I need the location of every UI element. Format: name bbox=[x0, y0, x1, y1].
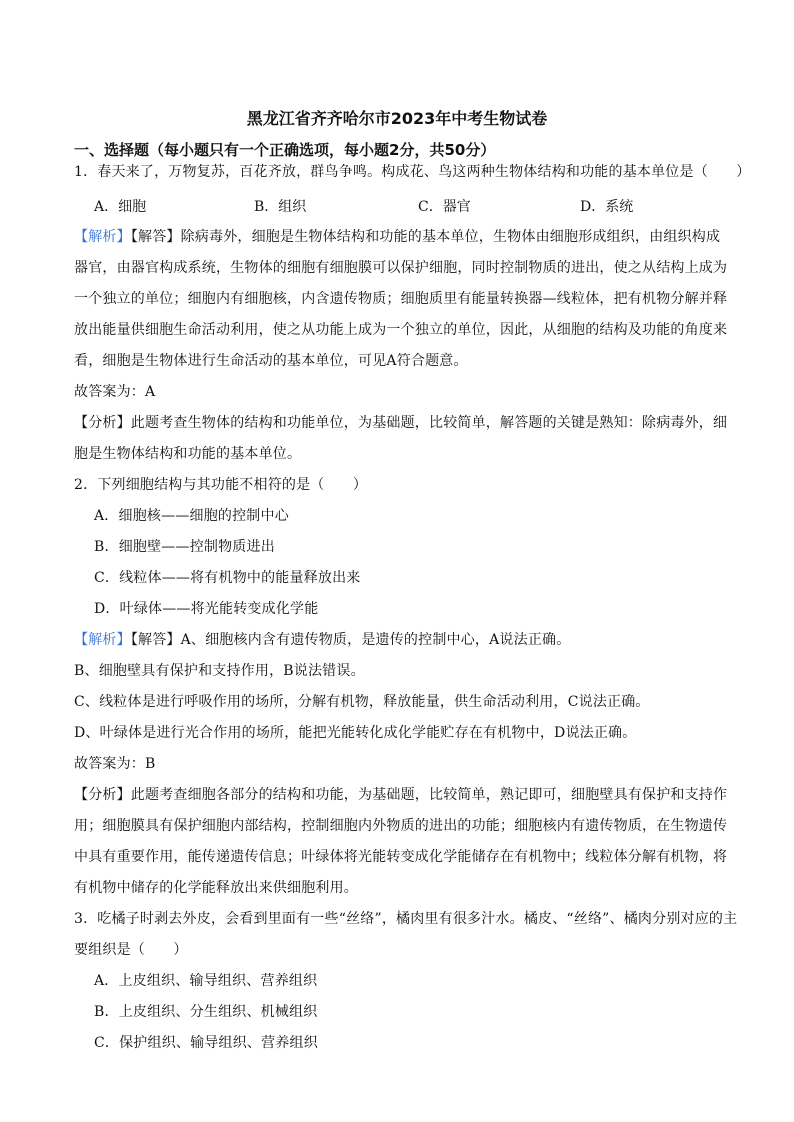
answer-line: 故答案为：B bbox=[74, 756, 156, 772]
section-heading: 一、选择题（每小题只有一个正确选项，每小题2分，共50分） bbox=[74, 141, 496, 159]
option-d: D．系统 bbox=[580, 199, 634, 215]
analysis-tag: 【解析】 bbox=[74, 229, 131, 245]
analysis-text: 【解答】A、细胞核内含有遗传物质，是遗传的控制中心，A说法正确。 bbox=[130, 632, 571, 648]
option-b: B．上皮组织、分生组织、机械组织 bbox=[94, 1004, 318, 1020]
page-title: 黑龙江省齐齐哈尔市2023年中考生物试卷 bbox=[246, 109, 548, 128]
question-stem-text: 1．春天来了，万物复苏，百花齐放，群鸟争鸣。构成花、鸟这两种生物体结构和功能的基本单位是（ ） bbox=[74, 164, 751, 180]
question-1-options bbox=[94, 192, 754, 222]
analysis-line: 放出能量供细胞生命活动利用，使之从功能上成为一个独立的单位，因此，从细胞的结构及功能的角度来 bbox=[74, 322, 728, 338]
question-1-analysis bbox=[74, 222, 756, 1059]
analysis-text: 【解答】除病毒外，细胞是生物体结构和功能的基本单位，生物体由细胞形成组织，由组织构成 bbox=[130, 229, 721, 245]
analysis-line bbox=[74, 222, 756, 253]
analysis-line: 器官，由器官构成系统，生物体的细胞有细胞膜可以保护细胞，同时控制物质的进出，使之从结构上成为 bbox=[74, 260, 728, 276]
answer-line: 故答案为：A bbox=[74, 384, 156, 400]
option-c: C．保护组织、输导组织、营养组织 bbox=[94, 1035, 318, 1051]
option-a: A．细胞核——细胞的控制中心 bbox=[94, 508, 289, 524]
option-b: B．细胞壁——控制物质进出 bbox=[94, 539, 275, 555]
question-1-stem bbox=[74, 157, 756, 188]
option-c: C．线粒体——将有机物中的能量释放出来 bbox=[94, 570, 361, 586]
comment-line: 【分析】此题考查生物体的结构和功能单位，为基础题，比较简单，解答题的关键是熟知：除病毒外，细 bbox=[74, 415, 728, 431]
analysis-line: B、细胞壁具有保护和支持作用，B说法错误。 bbox=[74, 663, 365, 679]
comment-line: 有机物中储存的化学能释放出来供细胞利用。 bbox=[74, 880, 358, 896]
question-3-stem: 3．吃橘子时剥去外皮，会看到里面有一些“丝络”，橘肉里有很多汁水。橘皮、“丝络”、橘肉分别对应的主 bbox=[74, 911, 738, 927]
analysis-line: D、叶绿体是进行光合作用的场所，能把光能转化成化学能贮存在有机物中，D说法正确。 bbox=[74, 725, 637, 741]
question-2-stem: 2．下列细胞结构与其功能不相符的是（ ） bbox=[74, 477, 368, 493]
analysis-line: 一个独立的单位；细胞内有细胞核，内含遗传物质；细胞质里有能量转换器—线粒体，把有机物分解并释 bbox=[74, 291, 728, 307]
comment-line: 用；细胞膜具有保护细胞内部结构，控制细胞内外物质的进出的功能；细胞核内有遗传物质，在生物遗传 bbox=[74, 818, 728, 834]
analysis-line: C、线粒体是进行呼吸作用的场所，分解有机物，释放能量，供生命活动利用，C说法正确。 bbox=[74, 694, 650, 710]
option-c: C．器官 bbox=[418, 199, 471, 215]
comment-line: 【分析】此题考查细胞各部分的结构和功能，为基础题，比较简单，熟记即可，细胞壁具有保护和支持作 bbox=[74, 787, 728, 803]
analysis-line: 看，细胞是生物体进行生命活动的基本单位，可见A符合题意。 bbox=[74, 353, 468, 369]
comment-line: 胞是生物体结构和功能的基本单位。 bbox=[74, 446, 302, 462]
question-3-stem: 要组织是（ ） bbox=[74, 942, 188, 958]
option-d: D．叶绿体——将光能转变成化学能 bbox=[94, 601, 319, 617]
analysis-line bbox=[74, 625, 756, 656]
analysis-tag: 【解析】 bbox=[74, 632, 131, 648]
comment-line: 中具有重要作用，能传递遗传信息；叶绿体将光能转变成化学能储存在有机物中；线粒体分解有机物，将 bbox=[74, 849, 728, 865]
option-b: B．组织 bbox=[254, 199, 307, 215]
option-a: A．上皮组织、输导组织、营养组织 bbox=[94, 973, 318, 989]
option-a: A．细胞 bbox=[94, 199, 147, 215]
